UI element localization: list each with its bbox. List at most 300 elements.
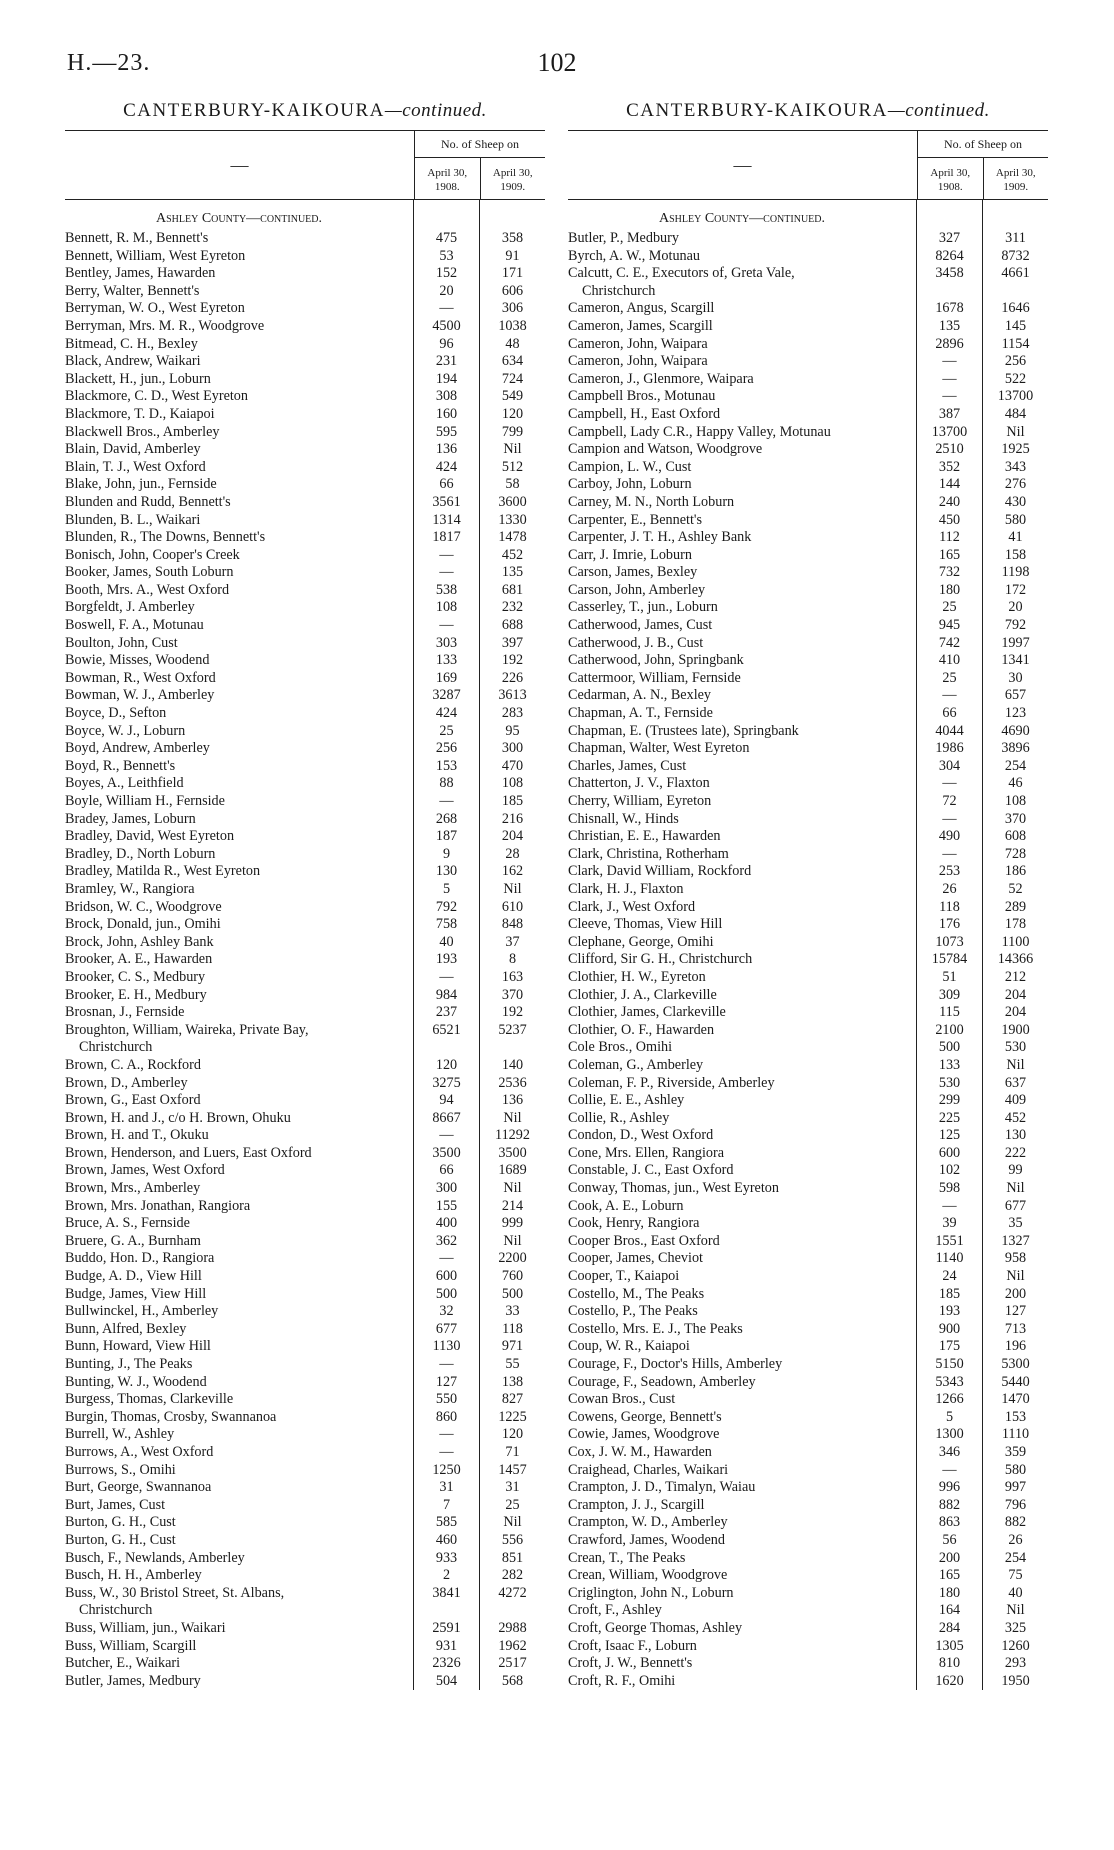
table-row [65,1426,545,1444]
owner-name: Booker, James, South Loburn [65,564,234,581]
table-row [65,564,545,582]
sheep-1908: 1551 [916,1233,982,1251]
table-row [568,846,1048,864]
owner-name: Bunn, Howard, View Hill [65,1338,211,1355]
table-row [65,1145,545,1163]
owner-name: Carpenter, J. T. H., Ashley Bank [568,529,752,546]
sheep-1908: 3841 [413,1585,479,1603]
sheep-1909: 37 [479,934,545,952]
sheep-1908: 945 [916,617,982,635]
table-row [568,1321,1048,1339]
sheep-1909: 3500 [479,1145,545,1163]
sheep-1908: 135 [916,318,982,336]
owner-name: Clothier, James, Clarkeville [568,1004,726,1021]
owner-name: Brosnan, J., Fernside [65,1004,185,1021]
sheep-1908: 2 [413,1567,479,1585]
table-row [568,248,1048,266]
sheep-1909: 5440 [982,1374,1048,1392]
table-row [568,388,1048,406]
sheep-1909: 999 [479,1215,545,1233]
owner-name: Costello, Mrs. E. J., The Peaks [568,1320,743,1337]
table-row [65,1075,545,1093]
sheep-1908: 2100 [916,1022,982,1040]
owner-name: Bradley, Matilda R., West Eyreton [65,863,261,880]
table-row [65,1180,545,1198]
report-reference: H.—23. [67,50,151,76]
sheep-1908: 490 [916,828,982,846]
sheep-1909: 14366 [982,951,1048,969]
owner-name: Criglington, John N., Loburn [568,1584,734,1601]
sheep-1909: 41 [982,529,1048,547]
sheep-1909: 848 [479,916,545,934]
sheep-1908: 1314 [413,512,479,530]
sheep-1908: 165 [916,1567,982,1585]
owner-name: Boyce, D., Sefton [65,705,167,722]
sheep-1909: 31 [479,1479,545,1497]
owner-name: Budge, A. D., View Hill [65,1268,202,1285]
table-row [568,1303,1048,1321]
sheep-1908: 88 [413,775,479,793]
sheep-1908: 176 [916,916,982,934]
sheep-1909: Nil [479,881,545,899]
sheep-1908: 193 [916,1303,982,1321]
table-row [65,248,545,266]
table-row [65,1022,545,1040]
sheep-1909: Nil [982,1602,1048,1620]
owner-name: Brooker, E. H., Medbury [65,986,207,1003]
sheep-1909: 713 [982,1321,1048,1339]
owner-name: Cox, J. W. M., Hawarden [568,1443,712,1460]
sheep-1909: 135 [479,564,545,582]
owner-name: Collie, R., Ashley [568,1109,670,1126]
sheep-1908: 193 [413,951,479,969]
table-row [65,1250,545,1268]
sheep-1908: 2326 [413,1655,479,1673]
sheep-1908: 225 [916,1110,982,1128]
sheep-1908: 742 [916,635,982,653]
owner-name: Blain, T. J., West Oxford [65,458,206,475]
table-row [568,1532,1048,1550]
table-row [568,1162,1048,1180]
sheep-1909: 2200 [479,1250,545,1268]
sheep-1909: 232 [479,599,545,617]
sheep-1909: 91 [479,248,545,266]
date-1909-header: April 30, 1909. [480,158,546,199]
owner-name: Bradley, David, West Eyreton [65,828,235,845]
sheep-1908: 3287 [413,687,479,705]
owner-name: Christian, E. E., Hawarden [568,828,721,845]
table-row [568,494,1048,512]
table-row [65,687,545,705]
sheep-1909: 997 [982,1479,1048,1497]
sheep-1909: 1962 [479,1638,545,1656]
sheep-1909: 130 [982,1127,1048,1145]
owner-name: Bullwinckel, H., Amberley [65,1303,219,1320]
sheep-1909: 608 [982,828,1048,846]
sheep-1908: 39 [916,1215,982,1233]
owner-name: Burton, G. H., Cust [65,1514,176,1531]
owner-name: Budge, James, View Hill [65,1285,207,1302]
sheep-1908: 863 [916,1514,982,1532]
sheep-1909: 452 [479,547,545,565]
sheep-1909: 549 [479,388,545,406]
sheep-1909: 40 [982,1585,1048,1603]
table-header [568,131,1048,200]
owner-name: Booth, Mrs. A., West Oxford [65,581,230,598]
table-row [568,1233,1048,1251]
sheep-1909: 196 [982,1338,1048,1356]
sheep-1908: 115 [916,1004,982,1022]
table-row [568,1286,1048,1304]
owner-name: Bitmead, C. H., Bexley [65,335,198,352]
sheep-1908: 6521 [413,1022,479,1040]
owner-name: Berryman, Mrs. M. R., Woodgrove [65,317,265,334]
table-row [65,758,545,776]
sheep-1909: 792 [982,617,1048,635]
sheep-1908: 931 [413,1638,479,1656]
sheep-1908: 240 [916,494,982,512]
sheep-1909: 20 [982,599,1048,617]
sheep-1909: 33 [479,1303,545,1321]
page-number: 102 [537,48,577,77]
table-row [65,1321,545,1339]
table-row [65,1655,545,1673]
owner-name: Condon, D., West Oxford [568,1127,714,1144]
owner-name: Catherwood, J. B., Cust [568,634,704,651]
sheep-1908: 194 [413,371,479,389]
sheep-1908: 8667 [413,1110,479,1128]
sheep-1909: 470 [479,758,545,776]
sheep-1908: 15784 [916,951,982,969]
column-title: CANTERBURY-KAIKOURA—continued. [123,100,487,121]
owner-name: Brown, James, West Oxford [65,1162,225,1179]
table-row [65,300,545,318]
sheep-1908: 1250 [413,1462,479,1480]
sheep-1909: 1925 [982,441,1048,459]
table-row [568,1110,1048,1128]
sheep-1909: 4661 [982,265,1048,283]
sheep-1908: 500 [413,1286,479,1304]
sheep-1908: 1986 [916,740,982,758]
owner-name: Crean, T., The Peaks [568,1549,686,1566]
sheep-1909: 226 [479,670,545,688]
sheep-1909: 99 [982,1162,1048,1180]
table-row [65,494,545,512]
table-row [65,1303,545,1321]
sheep-1908: — [413,1444,479,1462]
owner-name: Brown, Henderson, and Luers, East Oxford [65,1144,312,1161]
sheep-1909: 2517 [479,1655,545,1673]
sheep-1908: 268 [413,811,479,829]
sheep-1908: 600 [413,1268,479,1286]
sheep-1908: 24 [916,1268,982,1286]
owner-name: Croft, F., Ashley [568,1602,662,1619]
table-row [65,424,545,442]
table-row [568,1356,1048,1374]
table-row [568,670,1048,688]
sheep-1908: 4500 [413,318,479,336]
owner-name: Crawford, James, Woodend [568,1531,725,1548]
sheep-1909: Nil [479,1514,545,1532]
table-row [568,934,1048,952]
table-row [65,1620,545,1638]
table-row [568,969,1048,987]
table-row [568,1338,1048,1356]
table-row [568,406,1048,424]
sheep-1909: 882 [982,1514,1048,1532]
sheep-1908: 152 [413,265,479,283]
sheep-1909: 58 [479,476,545,494]
sheep-1909: 359 [982,1444,1048,1462]
table-row [65,1110,545,1128]
sheep-1909: 580 [982,1462,1048,1480]
sheep-1908: 133 [916,1057,982,1075]
sheep-1909: 256 [982,353,1048,371]
county-heading: Ashley County—continued. [65,200,545,230]
sheep-1909: 192 [479,1004,545,1022]
sheep-1909: 214 [479,1198,545,1216]
sheep-1909: 5237 [479,1022,545,1040]
sheep-1908: 933 [413,1550,479,1568]
sheep-1908: 299 [916,1092,982,1110]
owner-name: Berry, Walter, Bennett's [65,282,200,299]
table-row [568,1479,1048,1497]
sheep-1909: 283 [479,705,545,723]
owner-name: Carney, M. N., North Loburn [568,493,735,510]
owner-name: Blain, David, Amberley [65,441,201,458]
table-row [568,1004,1048,1022]
table-row [568,1409,1048,1427]
sheep-count-header: No. of Sheep on [415,131,545,158]
sheep-1908: 7 [413,1497,479,1515]
owner-name: Boyce, W. J., Loburn [65,722,186,739]
table-row [65,441,545,459]
owner-name: Clephane, George, Omihi [568,933,714,950]
sheep-1909: 136 [479,1092,545,1110]
table-row [65,617,545,635]
owner-name: Bunting, W. J., Woodend [65,1373,207,1390]
sheep-1908: 8264 [916,248,982,266]
sheep-1908: 136 [413,441,479,459]
sheep-1908: 309 [916,987,982,1005]
owner-name: Campbell, H., East Oxford [568,405,721,422]
name-column-header: — [230,154,249,175]
owner-name: Blackett, H., jun., Loburn [65,370,211,387]
sheep-1908: 155 [413,1198,479,1216]
table-row [568,353,1048,371]
table-row [65,1462,545,1480]
owner-name: Brooker, A. E., Hawarden [65,951,213,968]
sheep-1909: 204 [982,1004,1048,1022]
owner-name: Boyd, Andrew, Amberley [65,740,210,757]
owner-name: Croft, J. W., Bennett's [568,1655,693,1672]
sheep-1908: 144 [916,476,982,494]
sheep-1908: 387 [916,406,982,424]
sheep-1909: 163 [479,969,545,987]
owner-name: Coleman, F. P., Riverside, Amberley [568,1074,775,1091]
owner-name: Brown, D., Amberley [65,1074,188,1091]
sheep-1909: 311 [982,230,1048,248]
table-row [568,1620,1048,1638]
owner-name: Bunting, J., The Peaks [65,1356,193,1372]
owner-name: Busch, F., Newlands, Amberley [65,1549,245,1566]
table-row [568,1075,1048,1093]
table-row [65,1198,545,1216]
sheep-1908: 504 [413,1673,479,1691]
owner-name: Croft, R. F., Omihi [568,1672,676,1689]
sheep-1909: 728 [982,846,1048,864]
sheep-1909: 606 [479,283,545,301]
owner-name: Cameron, J., Glenmore, Waipara [568,370,754,387]
sheep-1909: 724 [479,371,545,389]
table-row [568,1022,1048,1040]
owner-name: Coleman, G., Amberley [568,1056,704,1073]
sheep-1908: 133 [413,652,479,670]
table-row [568,811,1048,829]
owner-name: Christchurch [582,282,656,299]
owner-name: Brown, C. A., Rockford [65,1056,201,1073]
table-row [568,687,1048,705]
owner-name: Courage, F., Seadown, Amberley [568,1373,756,1390]
table-row [568,1655,1048,1673]
sheep-1908: — [413,617,479,635]
table-row [568,300,1048,318]
table-row [568,1444,1048,1462]
sheep-1909: 48 [479,336,545,354]
sheep-1909: 171 [479,265,545,283]
table-row [568,881,1048,899]
sheep-1909: 75 [982,1567,1048,1585]
owner-name: Christchurch [79,1039,153,1056]
table-body [568,230,1048,1690]
owner-name: Bennett, William, West Eyreton [65,247,246,264]
name-column-header: — [733,154,752,175]
sheep-1908: 25 [916,670,982,688]
owner-name: Carson, John, Amberley [568,581,706,598]
owner-name: Bennett, R. M., Bennett's [65,230,209,246]
sheep-1908: 2591 [413,1620,479,1638]
owner-name: Bentley, James, Hawarden [65,265,216,282]
sheep-1909: 282 [479,1567,545,1585]
sheep-1908: 237 [413,1004,479,1022]
county-heading: Ashley County—continued. [568,200,1048,230]
sheep-1909: 46 [982,775,1048,793]
table-row [65,723,545,741]
sheep-1908: 677 [413,1321,479,1339]
sheep-1908: 1305 [916,1638,982,1656]
table-row [65,1550,545,1568]
table-row [65,775,545,793]
table-row [568,1127,1048,1145]
sheep-1909: 1997 [982,635,1048,653]
table-row [568,1426,1048,1444]
sheep-1908: 5 [916,1409,982,1427]
sheep-1908: 94 [413,1092,479,1110]
table-row [568,635,1048,653]
owner-name: Boyle, William H., Fernside [65,793,225,809]
sheep-1909: 3613 [479,687,545,705]
sheep-1908: 362 [413,1233,479,1251]
sheep-1909: 138 [479,1374,545,1392]
table-row [65,529,545,547]
owner-name: Burgess, Thomas, Clarkeville [65,1391,234,1408]
owner-name: Cowie, James, Woodgrove [568,1426,720,1443]
sheep-1909: 28 [479,846,545,864]
owner-name: Byrch, A. W., Motunau [568,247,701,264]
table-row [65,406,545,424]
table-row [65,1127,545,1145]
sheep-1909: Nil [479,1180,545,1198]
sheep-1908: 2510 [916,441,982,459]
sheep-1908: 3458 [916,265,982,283]
table-row [65,1444,545,1462]
table-row [65,1673,545,1691]
owner-name: Bradey, James, Loburn [65,810,196,827]
sheep-1908: — [916,353,982,371]
table-row [65,740,545,758]
owner-name: Cowan Bros., Cust [568,1391,676,1408]
sheep-1909: 688 [479,617,545,635]
sheep-1908: 3500 [413,1145,479,1163]
table-row [65,881,545,899]
owner-name: Brown, Mrs., Amberley [65,1180,201,1197]
sheep-1909 [479,1039,545,1057]
owner-name: Campion and Watson, Woodgrove [568,441,763,458]
table-row [568,265,1048,283]
owner-name: Crean, William, Woodgrove [568,1567,728,1584]
owner-name: Butler, James, Medbury [65,1672,201,1689]
table-row [568,1180,1048,1198]
table-row [65,1233,545,1251]
sheep-1909: 11292 [479,1127,545,1145]
owner-name: Buss, William, jun., Waikari [65,1619,226,1636]
owner-name: Blackmore, C. D., West Eyreton [65,388,248,405]
owner-name: Chatterton, J. V., Flaxton [568,775,710,792]
table-row [568,1268,1048,1286]
sheep-1909: 4690 [982,723,1048,741]
sheep-1908: — [413,1356,479,1374]
table-row [65,899,545,917]
sheep-1908: 5150 [916,1356,982,1374]
owner-name: Clark, David William, Rockford [568,863,752,880]
sheep-1908: 450 [916,512,982,530]
table-row [568,1602,1048,1620]
table-row [568,1250,1048,1268]
owner-name: Boulton, John, Cust [65,634,178,651]
sheep-1908: 424 [413,459,479,477]
sheep-1908: 25 [413,723,479,741]
table-row [65,969,545,987]
table-row [65,388,545,406]
owner-name: Boyd, R., Bennett's [65,757,176,774]
sheep-1909: 1327 [982,1233,1048,1251]
sheep-1909: 108 [982,793,1048,811]
owner-name: Bridson, W. C., Woodgrove [65,898,222,915]
sheep-1909: 276 [982,476,1048,494]
owner-name: Conway, Thomas, jun., West Eyreton [568,1180,779,1197]
sheep-1908: 20 [413,283,479,301]
sheep-1909: Nil [479,441,545,459]
owner-name: Burgin, Thomas, Crosby, Swannanoa [65,1408,277,1425]
sheep-1908: 732 [916,564,982,582]
sheep-1909: Nil [982,424,1048,442]
sheep-1909: 958 [982,1250,1048,1268]
sheep-1909 [982,283,1048,301]
table-row [568,459,1048,477]
table-row [568,1057,1048,1075]
table-row [65,846,545,864]
table-row [568,1391,1048,1409]
